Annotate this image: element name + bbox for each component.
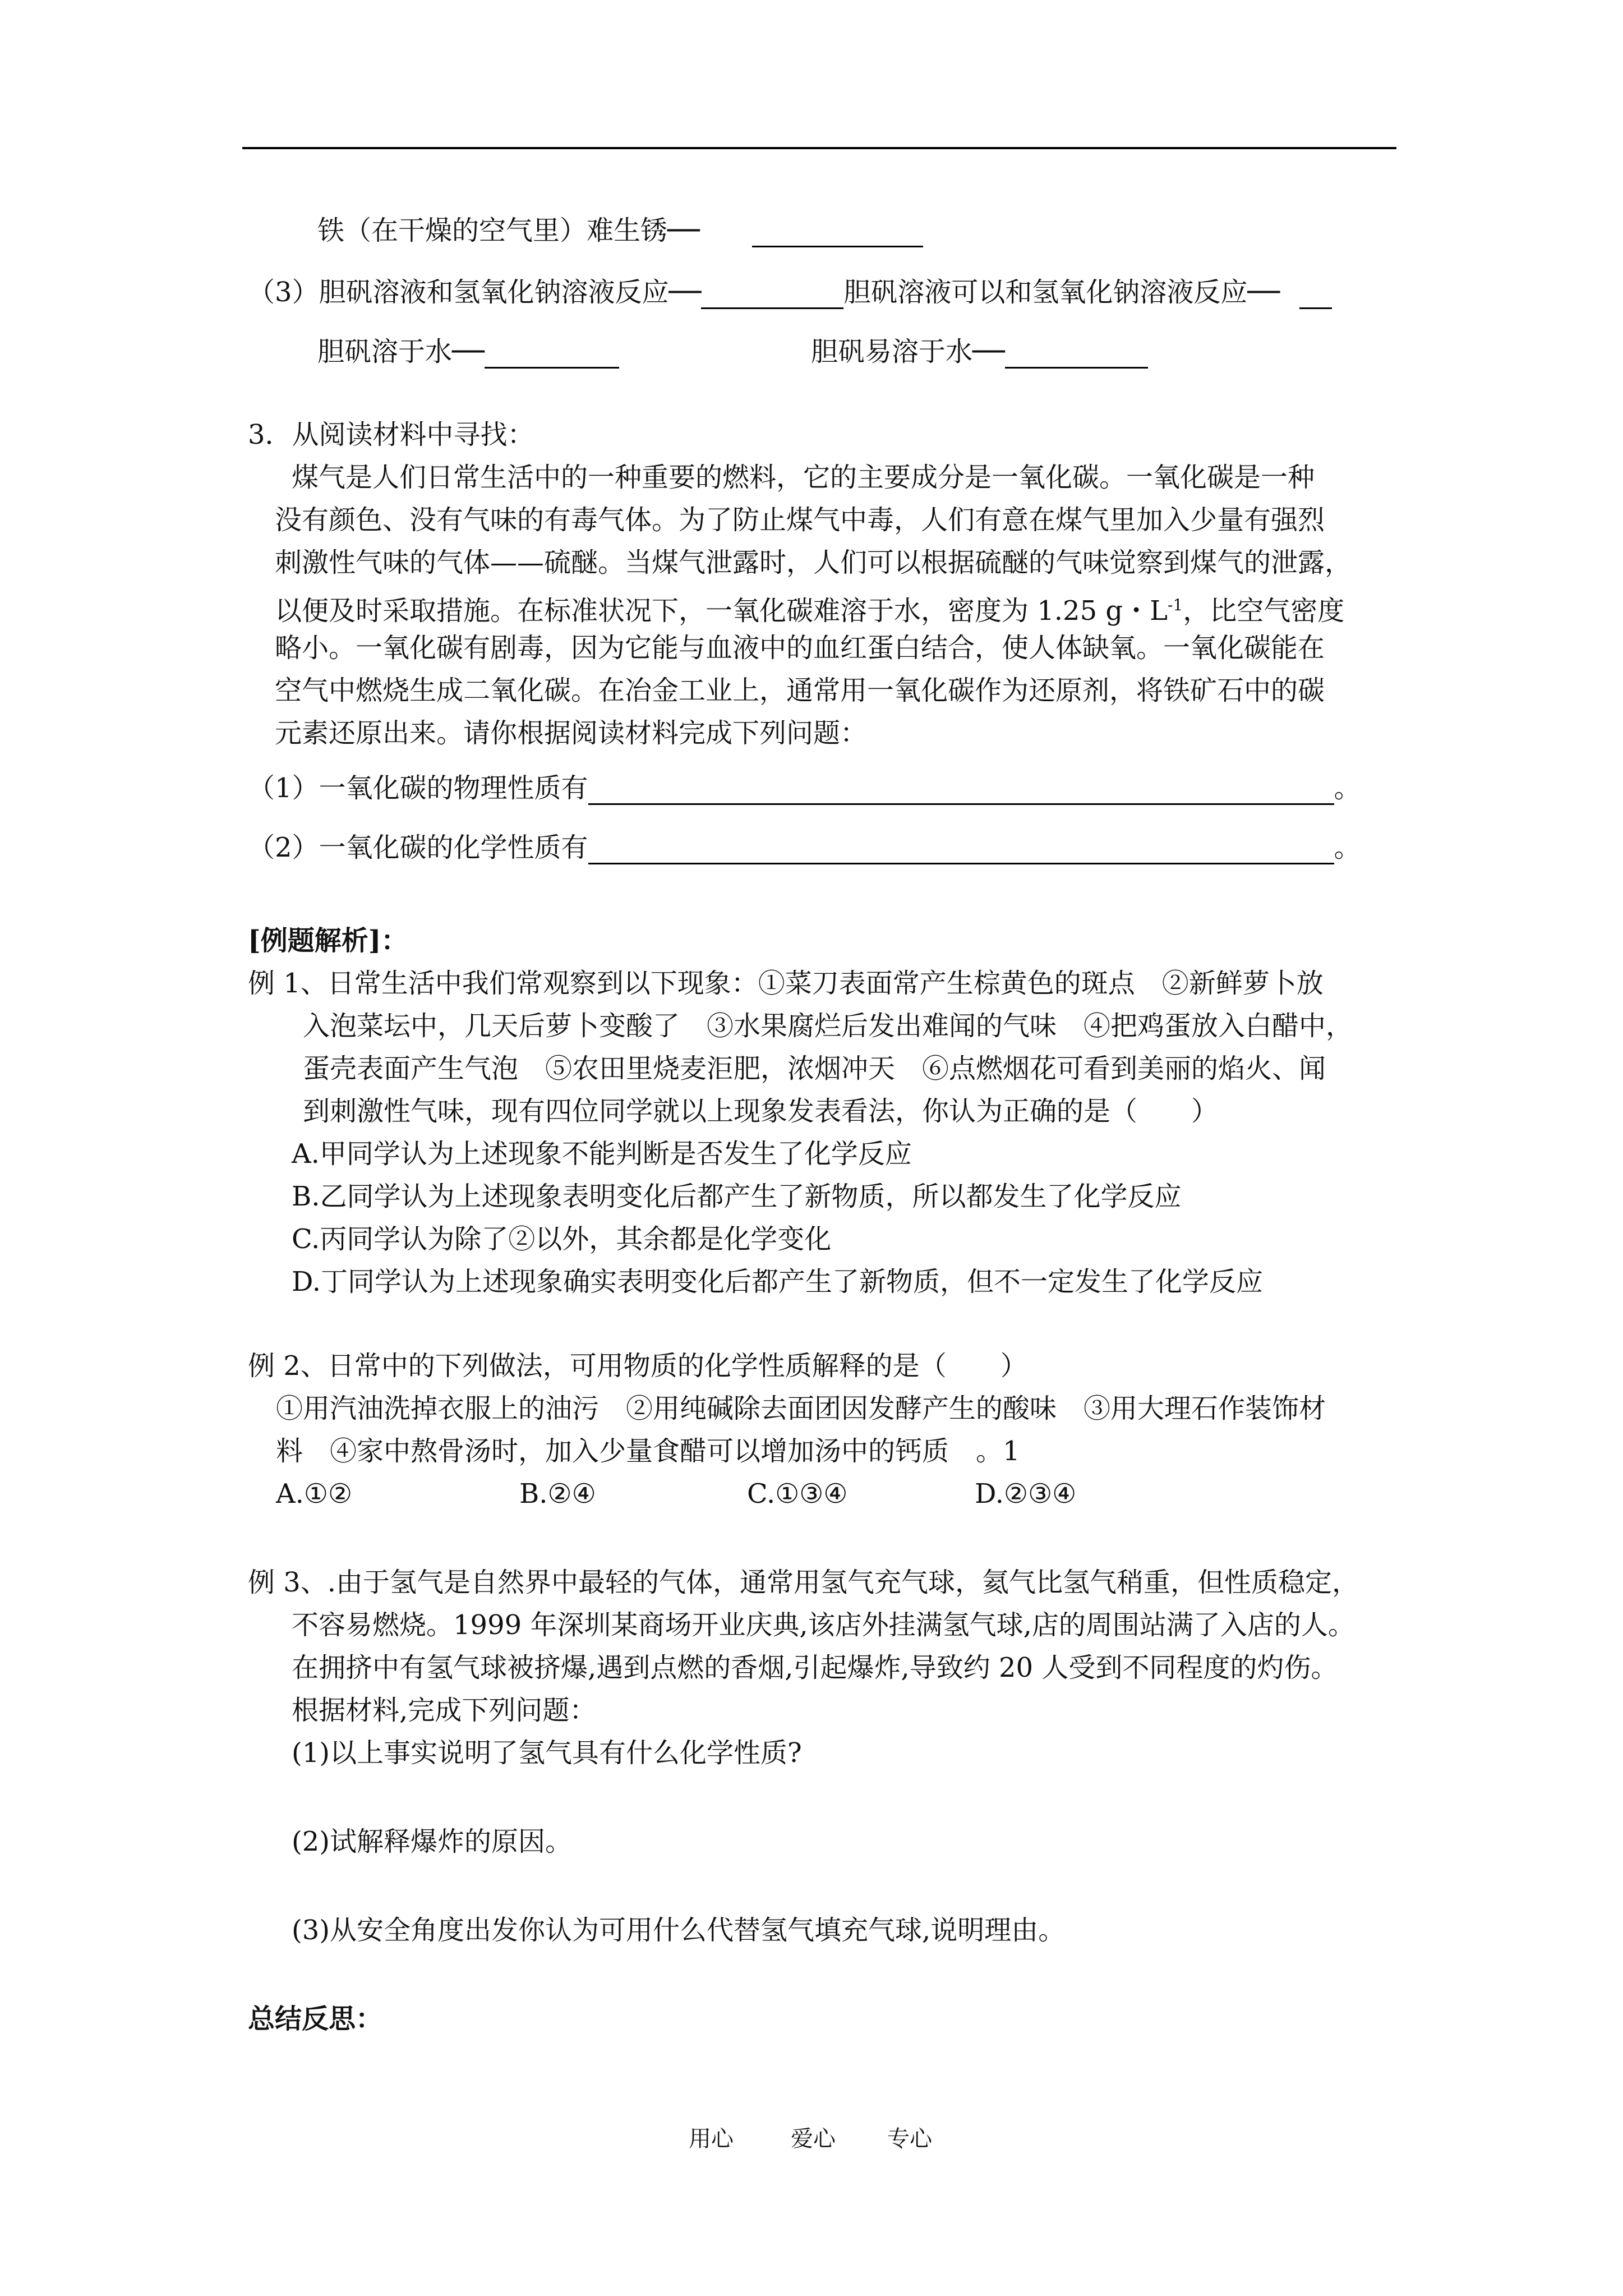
section-title: 3．从阅读材料中寻找： xyxy=(248,419,534,450)
answer-blank[interactable] xyxy=(1005,339,1148,369)
example-line: 料 ④家中熬骨汤时，加入少量食醋可以增加汤中的钙质 。1 xyxy=(276,1435,1020,1467)
subquestion: (2)试解释爆炸的原因。 xyxy=(292,1826,572,1857)
question-line xyxy=(248,771,1361,805)
answer-blank[interactable] xyxy=(752,218,923,247)
section-heading: [例题解析]： xyxy=(248,925,408,956)
example-line: 例 3、.由于氢气是自然界中最轻的气体，通常用氢气充气球，氦气比氢气稍重，但性质稳定， xyxy=(248,1567,1359,1598)
example-line: 不容易燃烧。1999 年深圳某商场开业庆典,该店外挂满氢气球,店的周围站满了入店的人。 xyxy=(292,1609,1355,1641)
paragraph-line: 没有颜色、没有气味的有毒气体。为了防止煤气中毒，人们有意在煤气里加入少量有强烈 xyxy=(275,504,1325,536)
option-C[interactable]: C.丙同学认为除了②以外，其余都是化学变化 xyxy=(292,1223,832,1255)
option-D[interactable]: D.②③④ xyxy=(975,1478,1077,1510)
line-text: 以便及时采取措施。在标准状况下，一氧化碳难溶于水，密度为 1.25 g・L xyxy=(275,595,1168,627)
line-text: 胆矾易溶于水── xyxy=(811,336,1005,367)
option-D[interactable]: D.丁同学认为上述现象确实表明变化后都产生了新物质，但不一定发生了化学反应 xyxy=(292,1266,1264,1297)
text-line xyxy=(811,335,1148,369)
line-text: 胆矾溶于水── xyxy=(317,336,485,367)
line-text: 铁（在干燥的空气里）难生锈── xyxy=(317,215,700,246)
example-line: ①用汽油洗掉衣服上的油污 ②用纯碱除去面团因发酵产生的酸味 ③用大理石作装饰材 xyxy=(276,1393,1326,1424)
example-line: 例 2、日常中的下列做法，可用物质的化学性质解释的是（ ） xyxy=(248,1350,1027,1382)
footer-text: 专心 xyxy=(887,2126,932,2152)
example-line: 在拥挤中有氢气球被挤爆,遇到点燃的香烟,引起爆炸,导致约 20 人受到不同程度的灼伤。 xyxy=(292,1652,1338,1683)
superscript: -1 xyxy=(1168,596,1183,614)
example-line: 入泡菜坛中，几天后萝卜变酸了 ③水果腐烂后发出难闻的气味 ④把鸡蛋放入白醋中， xyxy=(303,1010,1353,1042)
option-B[interactable]: B.乙同学认为上述现象表明变化后都产生了新物质，所以都发生了化学反应 xyxy=(292,1181,1182,1212)
example-line: 根据材料,完成下列问题： xyxy=(292,1695,597,1726)
line-text: 胆矾溶液可以和氢氧化钠溶液反应── xyxy=(843,277,1280,308)
answer-blank[interactable] xyxy=(701,279,843,309)
line-text: 。 xyxy=(1334,832,1361,863)
header-rule xyxy=(242,147,1396,149)
paragraph-line: 煤气是人们日常生活中的一种重要的燃料，它的主要成分是一氧化碳。一氧化碳是一种 xyxy=(292,462,1315,493)
line-text: （3）胆矾溶液和氢氧化钠溶液反应── xyxy=(248,277,702,308)
paragraph-line: 元素还原出来。请你根据阅读材料完成下列问题： xyxy=(275,717,868,749)
example-line: 到刺激性气味，现有四位同学就以上现象发表看法，你认为正确的是（ ） xyxy=(303,1096,1219,1127)
line-text: 。 xyxy=(1334,772,1361,804)
text-line xyxy=(317,335,619,369)
line-text: （1）一氧化碳的物理性质有 xyxy=(248,772,588,804)
line-text: （2）一氧化碳的化学性质有 xyxy=(248,832,588,863)
footer-text: 用心 xyxy=(689,2126,734,2152)
paragraph-line: 空气中燃烧生成二氧化碳。在冶金工业上，通常用一氧化碳作为还原剂，将铁矿石中的碳 xyxy=(275,675,1325,706)
answer-blank[interactable] xyxy=(485,339,619,369)
paragraph-line: 略小。一氧化碳有剧毒，因为它能与血液中的血红蛋白结合，使人体缺氧。一氧化碳能在 xyxy=(275,632,1325,664)
subquestion: (3)从安全角度出发你认为可用什么代替氢气填充气球,说明理由。 xyxy=(292,1915,1066,1946)
summary-heading: 总结反思： xyxy=(248,2003,383,2035)
question-line xyxy=(248,831,1361,864)
example-line: 蛋壳表面产生气泡 ⑤农田里烧麦洰肥，浓烟冲天 ⑥点燃烟花可看到美丽的焰火、闻 xyxy=(303,1053,1326,1084)
answer-blank[interactable] xyxy=(588,775,1334,805)
option-A[interactable]: A.甲同学认为上述现象不能判断是否发生了化学反应 xyxy=(292,1138,912,1170)
answer-blank[interactable] xyxy=(588,835,1334,864)
option-A[interactable]: A.①② xyxy=(276,1478,352,1510)
line-text: ，比空气密度 xyxy=(1183,595,1345,627)
paragraph-line: 刺激性气味的气体——硫醚。当煤气泄露时，人们可以根据硫醚的气味觉察到煤气的泄露， xyxy=(275,547,1352,578)
example-line: 例 1、日常生活中我们常观察到以下现象：①菜刀表面常产生棕黄色的斑点 ②新鲜萝卜放 xyxy=(248,968,1324,999)
option-C[interactable]: C.①③④ xyxy=(747,1478,848,1510)
option-B[interactable]: B.②④ xyxy=(519,1478,596,1510)
footer-text: 爱心 xyxy=(791,2126,836,2152)
text-line xyxy=(248,275,1332,309)
answer-blank[interactable] xyxy=(1299,279,1332,309)
text-line xyxy=(317,214,923,247)
subquestion: (1)以上事实说明了氢气具有什么化学性质? xyxy=(292,1737,802,1769)
paragraph-line xyxy=(275,588,1344,628)
